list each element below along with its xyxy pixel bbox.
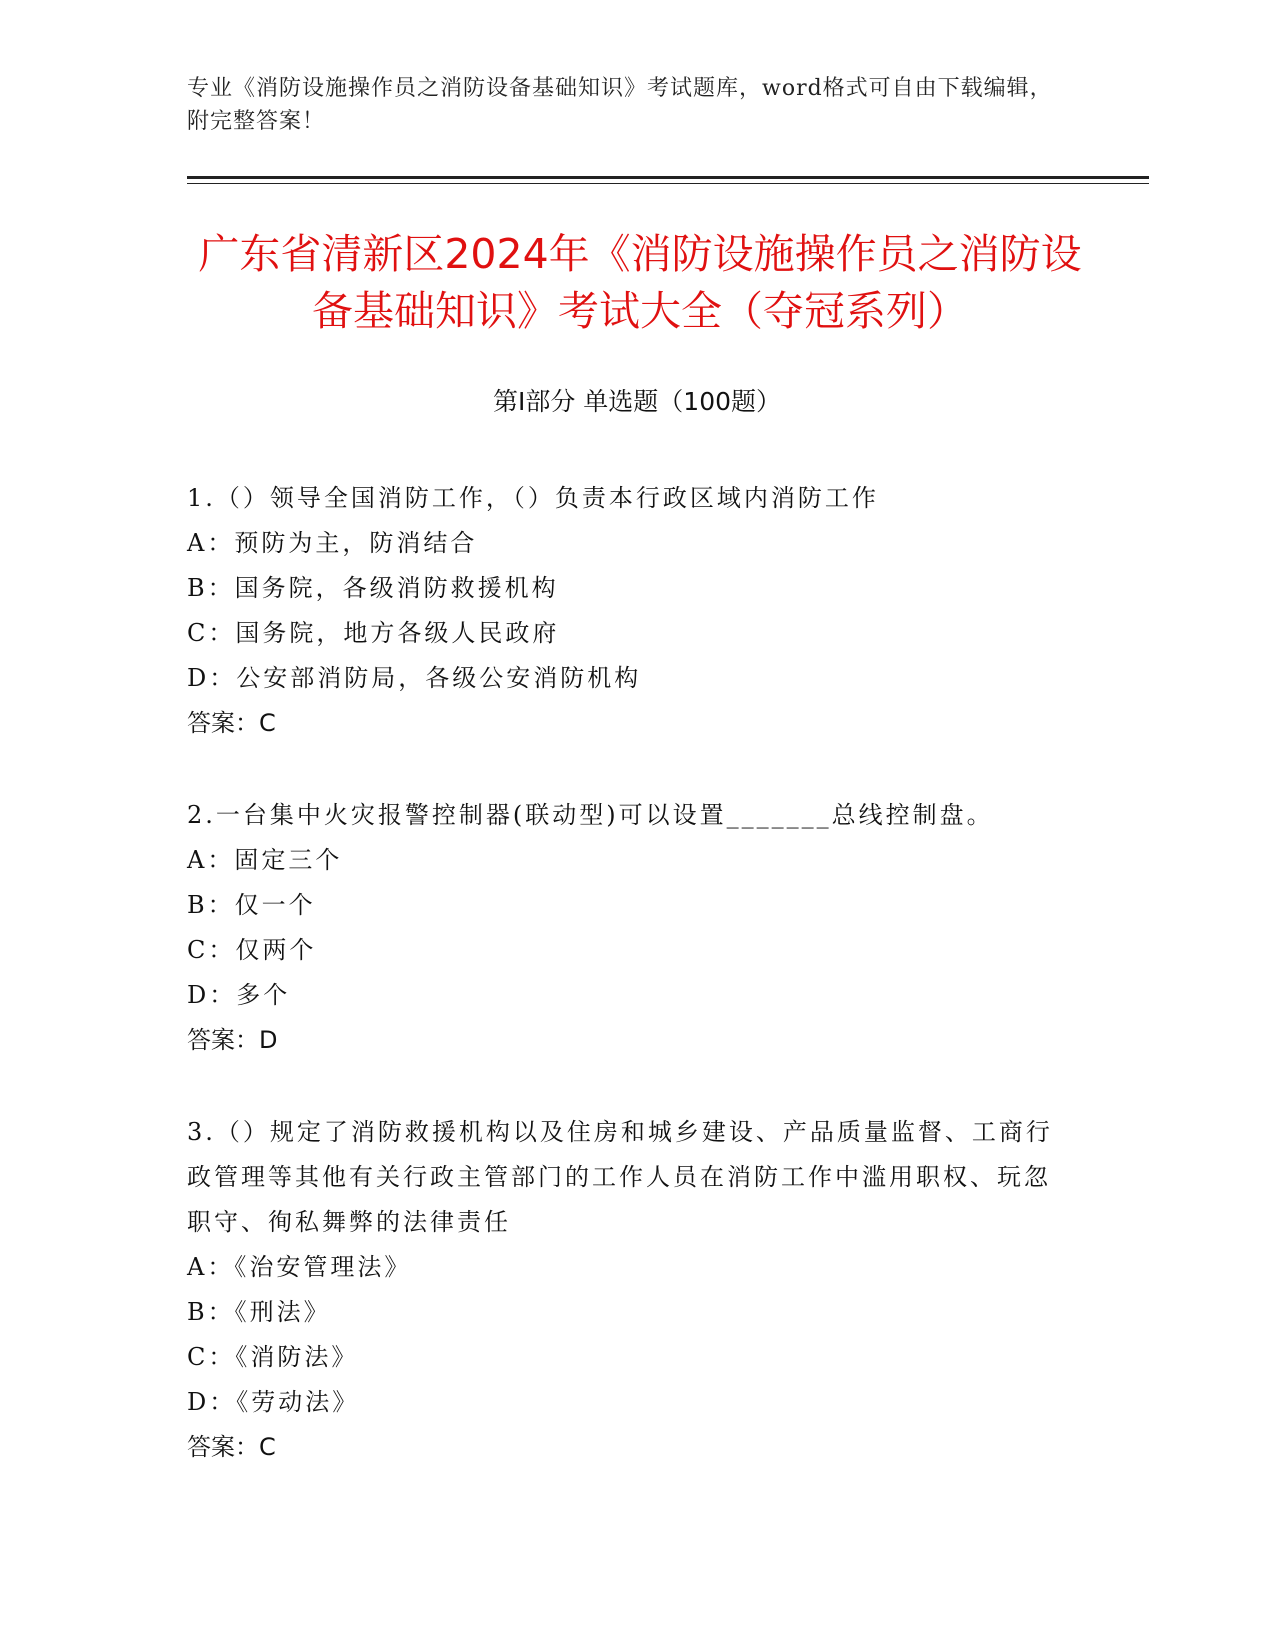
option-d: D：《劳动法》 [187,1388,360,1416]
option-a: A：固定三个 [187,846,343,874]
option-c: C：《消防法》 [187,1343,359,1371]
section-heading: 第Ⅰ部分 单选题（100题） [492,387,782,416]
option-a: A：《治安管理法》 [187,1253,412,1281]
question-1 [187,476,1067,746]
option-c: C：仅两个 [187,936,317,964]
answer-line: 答案：C [187,709,276,737]
question-stem: 2.一台集中火灾报警控制器(联动型)可以设置_______总线控制盘。 [187,801,994,829]
option-d: D：多个 [187,981,291,1009]
question-2 [187,793,1067,1063]
answer-line: 答案：C [187,1433,276,1461]
option-c: C：国务院，地方各级人民政府 [187,619,560,647]
document-title: 广东省清新区2024年《消防设施操作员之消防设备基础知识》考试大全（夺冠系列） [198,230,1082,335]
option-b: B：《刑法》 [187,1298,331,1326]
option-b: B：仅一个 [187,891,316,919]
question-list [187,476,1067,1517]
option-b: B：国务院，各级消防救援机构 [187,574,559,602]
answer-line: 答案：D [187,1026,278,1054]
header-note: 专业《消防设施操作员之消防设备基础知识》考试题库，word格式可自由下载编辑，附完整答案！ [187,76,1053,134]
header-rule-thin [187,183,1149,184]
option-a: A：预防为主，防消结合 [187,529,478,557]
option-d: D：公安部消防局，各级公安消防机构 [187,664,642,692]
header-rule-thick [187,176,1149,179]
question-stem: 1.（）领导全国消防工作，（）负责本行政区域内消防工作 [187,484,879,512]
question-stem: 3.（）规定了消防救援机构以及住房和城乡建设、产品质量监督、工商行政管理等其他有关行政主管部门的工作人员在消防工作中滥用职权、玩忽职守、徇私舞弊的法律责任 [187,1118,1053,1236]
question-3 [187,1110,1067,1470]
